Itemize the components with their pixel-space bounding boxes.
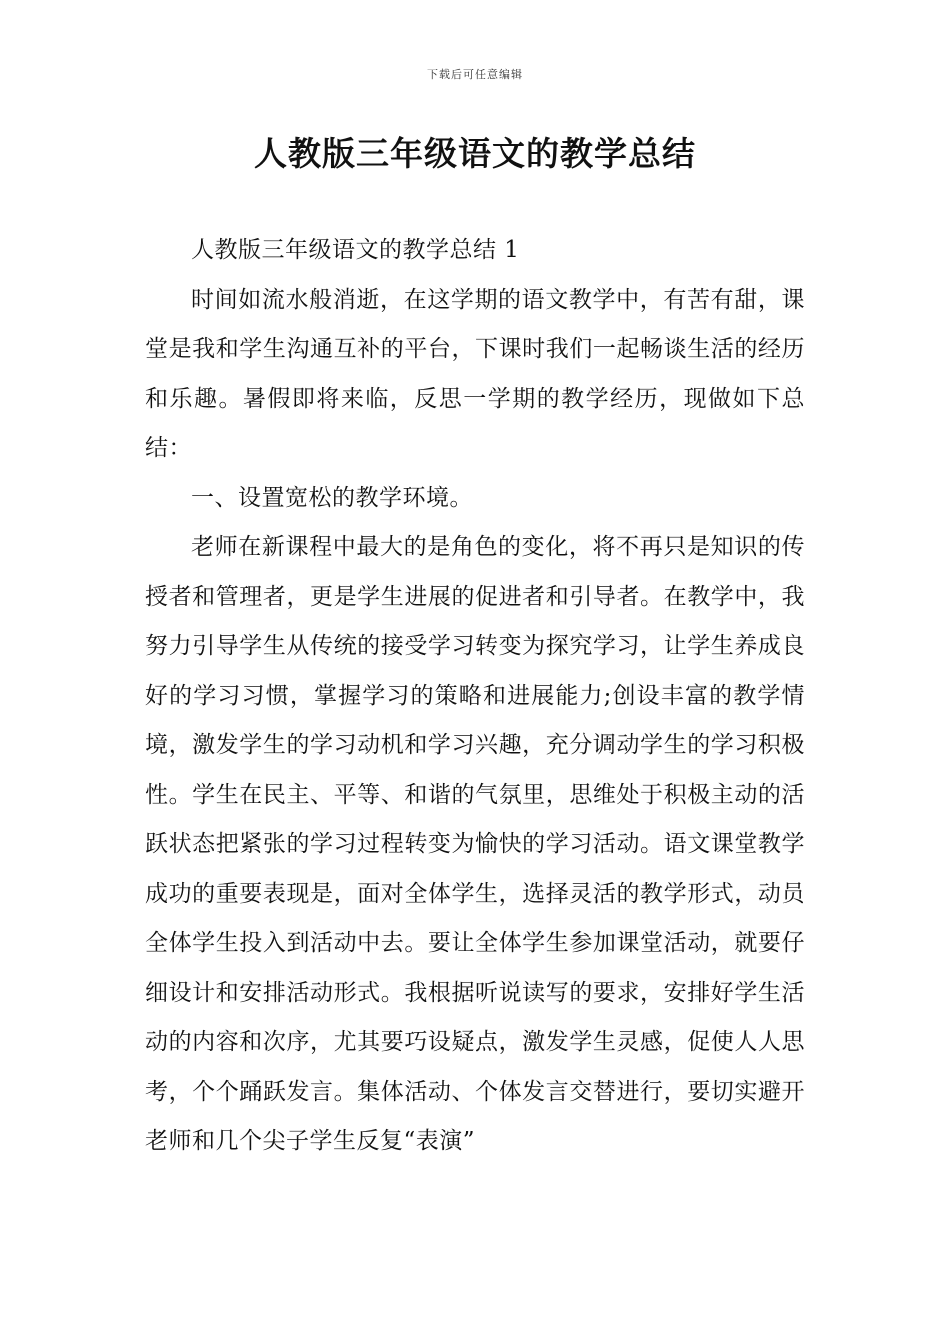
- section-subheading: 一、设置宽松的教学环境。: [191, 484, 473, 511]
- page-header-note: 下载后可任意编辑: [427, 68, 523, 81]
- document-title: 人教版三年级语文的教学总结: [254, 134, 696, 173]
- section-heading: 人教版三年级语文的教学总结 1: [191, 237, 520, 263]
- body-paragraph: 老师在新课程中最大的是角色的变化，将不再只是知识的传授者和管理者，更是学生进展的促进者和引导者。在教学中，我努力引导学生从传统的接受学习转变为探究学习，让学生养成良好的学习习惯，掌握学习的策略和进展能力;创设丰富的教学情境，激发学生的学习动机和学习兴趣，充分调动学生的学习积极性。学生在民主、平等、和谐的气氛里，思维处于积极主动的活跃状态把紧张的学习过程转变为愉快的学习活动。语文课堂教学成功的重要表现是，面对全体学生，选择灵活的教学形式，动员全体学生投入到活动中去。要让全体学生参加课堂活动，就要仔细设计和安排活动形式。我根据听说读写的要求，安排好学生活动的内容和次序，尤其要巧设疑点，激发学生灵感，促使人人思考，个个踊跃发言。集体活动、个体发言交替进行，要切实避开老师和几个尖子学生反复“表演”: [145, 534, 805, 1154]
- body-paragraph: 时间如流水般消逝，在这学期的语文教学中，有苦有甜，课堂是我和学生沟通互补的平台，下课时我们一起畅谈生活的经历和乐趣。暑假即将来临，反思一学期的教学经历，现做如下总结：: [145, 286, 805, 461]
- document-body: [145, 226, 805, 1167]
